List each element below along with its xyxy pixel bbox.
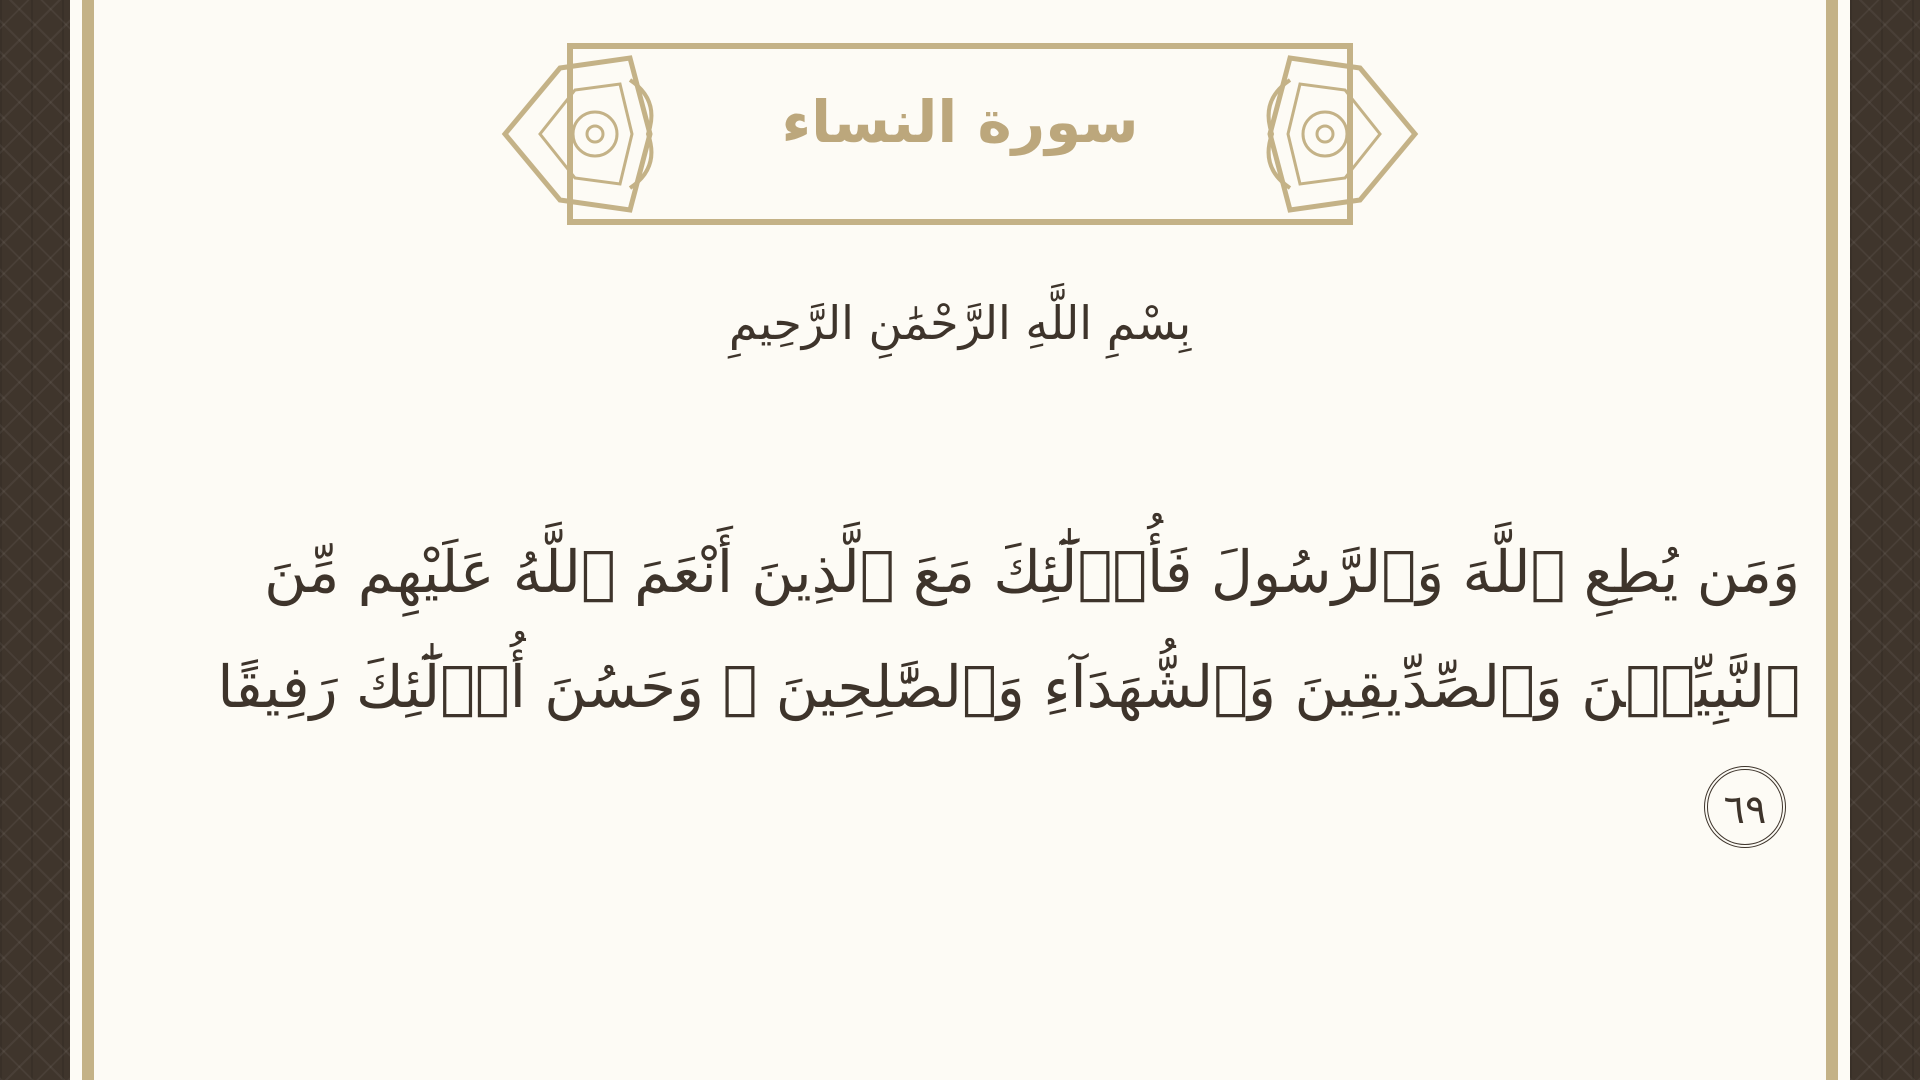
ayah-number-badge: ٦٩ [1704,766,1786,848]
left-gold-rule [82,0,94,1080]
surah-title: سورة النساء [781,88,1139,156]
basmala: بِسْمِ اللَّهِ الرَّحْمَٰنِ الرَّحِيمِ [728,296,1192,350]
verse-block [190,515,1800,860]
right-gold-rule [1826,0,1838,1080]
left-ornamental-border [0,0,70,1080]
right-ornamental-border [1850,0,1920,1080]
surah-title-banner [500,40,1420,230]
verse-text: وَمَن يُطِعِ ٱللَّهَ وَٱلرَّسُولَ فَأُو۟لَٰٓئِكَ مَعَ ٱلَّذِينَ أَنْعَمَ ٱللَّهُ عَلَيْهِم مِّنَ ٱلنَّبِيِّـۧنَ وَٱلصِّدِّيقِينَ وَٱلشُّهَدَآءِ وَٱلصَّٰلِحِينَ ۚ وَحَسُنَ أُو۟لَٰٓئِكَ رَفِيقًا [217,538,1800,721]
